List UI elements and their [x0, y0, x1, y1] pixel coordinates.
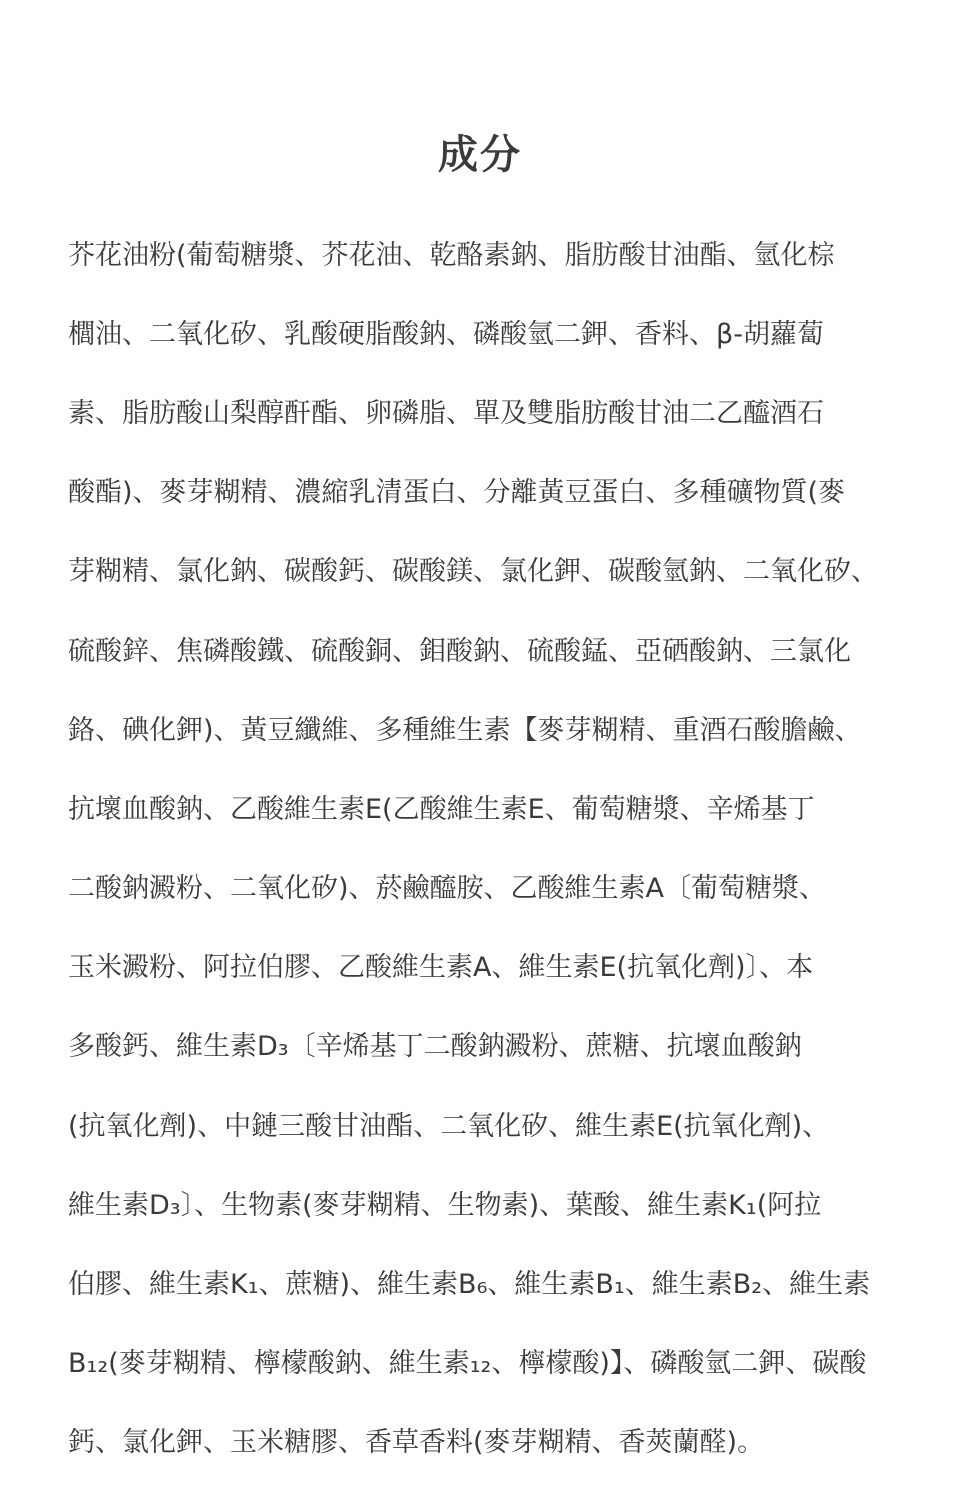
- ingredients-line: 素、脂肪酸山梨醇酐酯、卵磷脂、單及雙脂肪酸甘油二乙醯酒石: [68, 397, 824, 429]
- ingredients-line: 鈣、氯化鉀、玉米糖膠、香草香料(麥芽糊精、香莢蘭醛)。: [68, 1427, 765, 1459]
- ingredients-line: (抗氧化劑)、中鏈三酸甘油酯、二氧化矽、維生素E(抗氧化劑)、: [68, 1110, 830, 1142]
- ingredients-line: B₁₂(麥芽糊精、檸檬酸鈉、維生素₁₂、檸檬酸)】、磷酸氫二鉀、碳酸: [68, 1348, 867, 1380]
- page-title: 成分: [438, 131, 522, 178]
- ingredients-line: 芥花油粉(葡萄糖漿、芥花油、乾酪素鈉、脂肪酸甘油酯、氫化棕: [68, 239, 835, 271]
- ingredients-line: 抗壞血酸鈉、乙酸維生素E(乙酸維生素E、葡萄糖漿、辛烯基丁: [68, 793, 815, 825]
- ingredients-line: 鉻、碘化鉀)、黃豆纖維、多種維生素【麥芽糊精、重酒石酸膽鹼、: [68, 714, 862, 746]
- ingredients-line: 硫酸鋅、焦磷酸鐵、硫酸銅、鉬酸鈉、硫酸錳、亞硒酸鈉、三氯化: [68, 635, 851, 667]
- ingredients-line: 芽糊精、氯化鈉、碳酸鈣、碳酸鎂、氯化鉀、碳酸氫鈉、二氧化矽、: [68, 556, 878, 588]
- ingredients-text: [68, 196, 894, 1503]
- ingredients-line: 櫚油、二氧化矽、乳酸硬脂酸鈉、磷酸氫二鉀、香料、β-胡蘿蔔: [68, 318, 824, 350]
- ingredients-line: 伯膠、維生素K₁、蔗糖)、維生素B₆、維生素B₁、維生素B₂、維生素: [68, 1269, 871, 1301]
- ingredients-line: 玉米澱粉、阿拉伯膠、乙酸維生素A、維生素E(抗氧化劑)〕、本: [68, 952, 814, 984]
- ingredients-line: 多酸鈣、維生素D₃〔辛烯基丁二酸鈉澱粉、蔗糖、抗壞血酸鈉: [68, 1031, 802, 1063]
- ingredients-line: 維生素D₃〕、生物素(麥芽糊精、生物素)、葉酸、維生素K₁(阿拉: [68, 1189, 822, 1221]
- ingredients-line: 二酸鈉澱粉、二氧化矽)、菸鹼醯胺、乙酸維生素A〔葡萄糖漿、: [68, 873, 827, 905]
- ingredients-line: 酸酯)、麥芽糊精、濃縮乳清蛋白、分離黃豆蛋白、多種礦物質(麥: [68, 477, 846, 509]
